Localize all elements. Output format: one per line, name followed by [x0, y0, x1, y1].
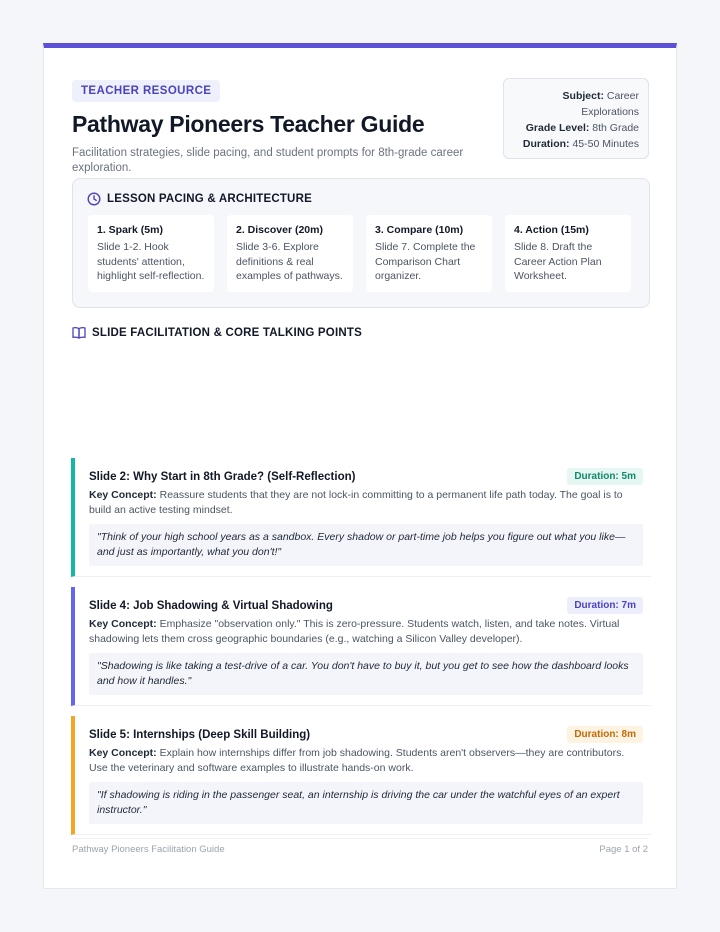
pacing-card-compare	[366, 215, 492, 292]
card-text: Slide 3-6. Explore definitions & real examples of pathways.	[236, 241, 343, 282]
lesson-meta-box	[503, 78, 649, 159]
pacing-card-spark	[88, 215, 214, 292]
slide-block	[71, 587, 651, 706]
duration-badge: Duration: 5m	[567, 468, 643, 485]
pacing-cards	[88, 215, 631, 292]
slide-title: Slide 4: Job Shadowing & Virtual Shadowing	[89, 599, 333, 612]
talking-point-quote: "If shadowing is riding in the passenger seat, an internship is driving the car under the watchful eyes of an expert instructor."	[89, 782, 643, 824]
page-number: Page 1 of 2	[599, 844, 648, 855]
slide-title: Slide 2: Why Start in 8th Grade? (Self-Reflection)	[89, 470, 356, 483]
card-title: 3. Compare (10m)	[375, 224, 464, 236]
card-title: 1. Spark (5m)	[97, 224, 163, 236]
lesson-pacing-panel	[72, 178, 650, 308]
card-title: 2. Discover (20m)	[236, 224, 323, 236]
subject-row: Subject: Career Explorations	[562, 90, 639, 118]
card-text: Slide 1-2. Hook students' attention, highlight self-reflection.	[97, 241, 205, 282]
slide-block	[71, 458, 651, 577]
duration-badge: Duration: 8m	[567, 726, 643, 743]
pacing-heading: LESSON PACING & ARCHITECTURE	[87, 192, 312, 206]
card-text: Slide 7. Complete the Comparison Chart organizer.	[375, 241, 476, 282]
duration-row: Duration: 45-50 Minutes	[522, 138, 639, 150]
grade-row: Grade Level: 8th Grade	[525, 122, 639, 134]
talking-point-quote: "Shadowing is like taking a test-drive of a car. You don't have to buy it, but you get to see how the dashboard looks and how it handles."	[89, 653, 643, 695]
key-concept: Key Concept: Reassure students that they are not lock-in committing to a permanent life path today. The goal is to build an active testing mindset.	[89, 489, 623, 516]
pacing-card-action	[505, 215, 631, 292]
slide-title: Slide 5: Internships (Deep Skill Building)	[89, 728, 311, 741]
pacing-card-discover	[227, 215, 353, 292]
footer-title: Pathway Pioneers Facilitation Guide	[72, 844, 225, 855]
page-header	[72, 80, 472, 176]
card-text: Slide 8. Draft the Career Action Plan Worksheet.	[514, 241, 602, 282]
footer-divider	[72, 838, 648, 839]
slide-block	[71, 716, 651, 835]
slide-list	[71, 458, 651, 835]
clock-icon	[87, 192, 101, 206]
page-footer	[72, 844, 648, 855]
key-concept: Key Concept: Explain how internships differ from job shadowing. Students aren't observers—they are contributors. Use the veterinary and software examples to illustrate hands-on work.	[89, 747, 625, 774]
guide-page	[43, 43, 677, 889]
facilitation-heading: SLIDE FACILITATION & CORE TALKING POINTS	[72, 326, 362, 339]
page-title: Pathway Pioneers Teacher Guide	[72, 111, 425, 137]
book-icon	[72, 326, 86, 339]
key-concept: Key Concept: Emphasize "observation only." This is zero-pressure. Students watch, listen, and take notes. Virtual shadowing lets them cross geographic boundaries (e.g., watching a Silicon Valley developer).	[89, 618, 620, 645]
talking-point-quote: "Think of your high school years as a sandbox. Every shadow or part-time job helps you figure out what you like—and just as importantly, what you don't!"	[89, 524, 643, 566]
page-subtitle: Facilitation strategies, slide pacing, and student prompts for 8th-grade career exploration.	[72, 147, 464, 174]
card-title: 4. Action (15m)	[514, 224, 589, 236]
resource-badge: TEACHER RESOURCE	[72, 80, 220, 102]
duration-badge: Duration: 7m	[567, 597, 643, 614]
